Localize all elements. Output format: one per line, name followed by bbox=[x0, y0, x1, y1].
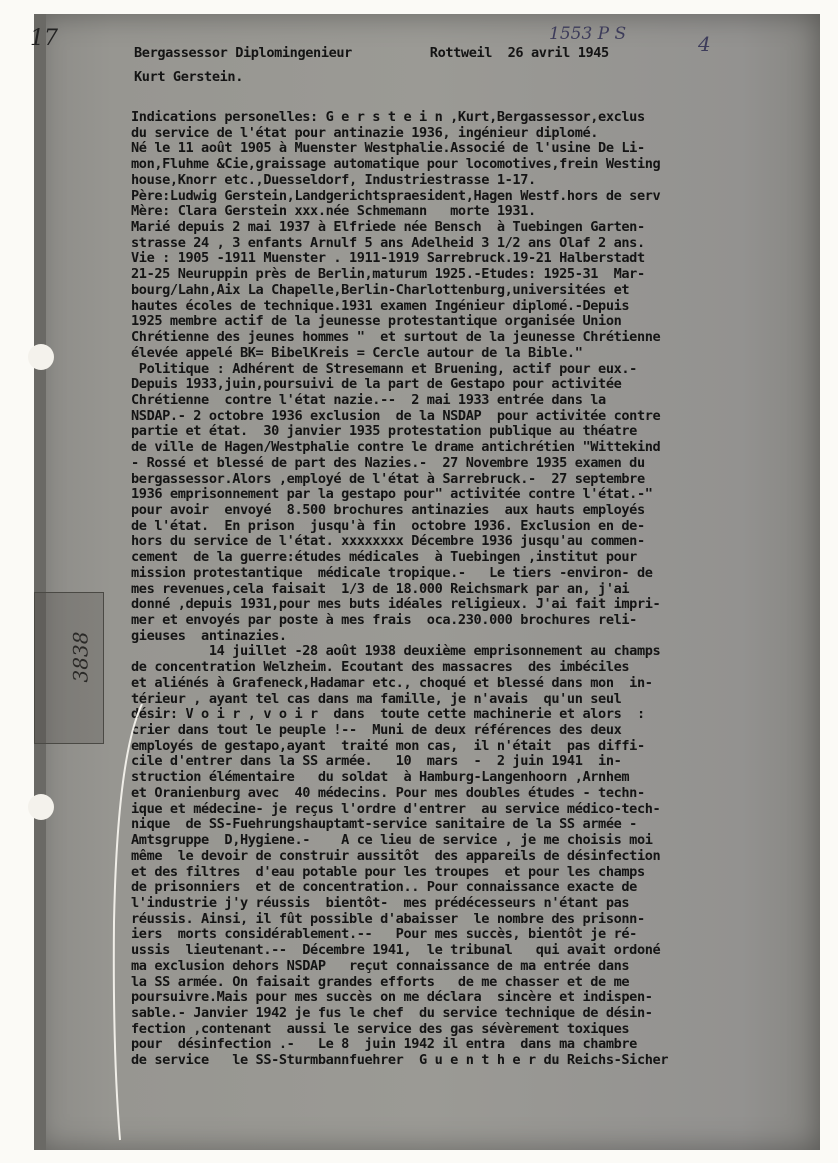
folio-number: 17 bbox=[30, 26, 58, 51]
punch-hole bbox=[28, 344, 54, 370]
author-name: Kurt Gerstein. bbox=[134, 69, 243, 85]
margin-pencil-line bbox=[104, 702, 164, 1142]
letterhead-line: Bergassessor Diplomingenieur Rottweil 26 avril 1945 bbox=[134, 45, 609, 61]
binding-edge bbox=[34, 14, 46, 1150]
document-reference: 1553 P S bbox=[549, 24, 627, 44]
archive-stamp bbox=[34, 592, 104, 744]
document-number: 4 bbox=[698, 32, 711, 56]
typed-page bbox=[30, 14, 820, 1150]
stamp-number: 3838 bbox=[68, 631, 93, 683]
punch-hole bbox=[28, 794, 54, 820]
typed-body: Indications personelles: G e r s t e i n ,Kurt,Bergassessor,exclus du service de l'état pour antinazie 1936, ingénieur diplomé. Né le 11 août 1905 à Muenster Westphalie.Associé de l'usine De Li- mon,Fluhme &Cie,graissage automatique pour locomotives,frein Westing house,Knorr etc.,Duesseldorf, Industriestrasse 1-17. Père:Ludwig Gerstein,Landgerichtspraesident,Hagen Westf.hors de serv Mère: Clara Gerstein xxx.née Schmemann morte 1931. Marié depuis 2 mai 1937 à Elfriede née Bensch à Tuebingen Garten- strasse 24 , 3 enfants Arnulf 5 ans Adelheid 3 1/2 ans Olaf 2 ans. Vie : 1905 -1911 Muenster . 1911-1919 Sarrebruck.19-21 Halberstadt 21-25 Neuruppin près de Berlin,maturum 1925.-Etudes: 1925-31 Mar- bourg/Lahn,Aix La Chapelle,Berlin-Charlottenburg,universitées et hautes écoles de technique.1931 examen Ingénieur diplomé.-Depuis 1925 membre actif de la jeunesse protestantique organisée Union Chrétienne des jeunes hommes " et surtout de la jeunesse Chrétienne élevée appelé BK= BibelKreis = Cercle autour de la Bible." Politique : Adhérent de Stresemann et Bruening, actif pour eux.- Depuis 1933,juin,poursuivi de la part de Gestapo pour activitée Chrétienne contre l'état nazie.-- 2 mai 1933 entrée dans la NSDAP.- 2 octobre 1936 exclusion de la NSDAP pour activitée contre partie et état. 30 janvier 1935 protestation publique au théatre de ville de Hagen/Westphalie contre le drame antichrétien "Wittekind - Rossé et blessé de part des Nazies.- 27 Novembre 1935 examen du bergassessor.Alors ,employé de l'état à Sarrebruck.- 27 septembre 1936 emprisonnement par la gestapo pour" activitée contre l'état.-" pour avoir envoyé 8.500 brochures antinazies aux hauts employés de l'état. En prison jusqu'à fin octobre 1936. Exclusion en de- hors du service de l'état. xxxxxxxx Décembre 1936 jusqu'au commen- cement de la guerre:études médicales à Tuebingen ,institut pour mission protestantique médicale tropique.- Le tiers -environ- de mes revenues,cela faisait 1/3 de 18.000 Reichsmark par an, j'ai donné ,depuis 1931,pour mes buts idéales religieux. J'ai fait impri- mer et envoyés par poste à mes frais oca.230.000 brochures reli- gieuses antinazies. 14 juillet -28 août 1938 deuxième emprisonnement au champs de concentration Welzheim. Ecoutant des massacres des imbéciles et aliénés à Grafeneck,Hadamar etc., choqué et blessé dans mon in- térieur , ayant tel cas dans ma famille, je n'avais qu'un seul désir: V o i r , v o i r dans toute cette machinerie et alors : crier dans tout le peuple !-- Muni de deux références des deux employés de gestapo,ayant traité mon cas, il n'était pas diffi- cile d'entrer dans la SS armée. 10 mars - 2 juin 1941 in- struction élémentaire du soldat à Hamburg-Langenhoorn ,Arnhem et Oranienburg avec 40 médecins. Pour mes doubles études - techn- ique et médecine- je reçus l'ordre d'entrer au service médico-tech- nique de SS-Fuehrungshauptamt-service sanitaire de la SS armée - Amtsgruppe D,Hygiene.- A ce lieu de service , je me choisis moi même le devoir de construir aussitôt des appareils de désinfection et des filtres d'eau potable pour les troupes et pour les champs de prisonniers et de concentration.. Pour connaissance exacte de l'industrie j'y réussis bientôt- mes prédécesseurs n'étant pas réussis. Ainsi, il fût possible d'abaisser le nombre des prisonn- iers morts considérablement.-- Pour mes succès, bientôt je ré- ussis lieutenant.-- Décembre 1941, le tribunal qui avait ordoné ma exclusion dehors NSDAP reçut connaissance de ma entrée dans la SS armée. On faisait grandes efforts de me chasser et de me poursuivre.Mais pour mes succès on me déclara sincère et indispen- sable.- Janvier 1942 je fus le chef du service technique de désin- fection ,contenant aussi le service des gas sévèrement toxiques pour désinfection .- Le 8 juin 1942 il entra dans ma chambre de service le SS-Sturmbannfuehrer G u e n t h e r du Reichs-Sicher bbox=[131, 109, 669, 1069]
